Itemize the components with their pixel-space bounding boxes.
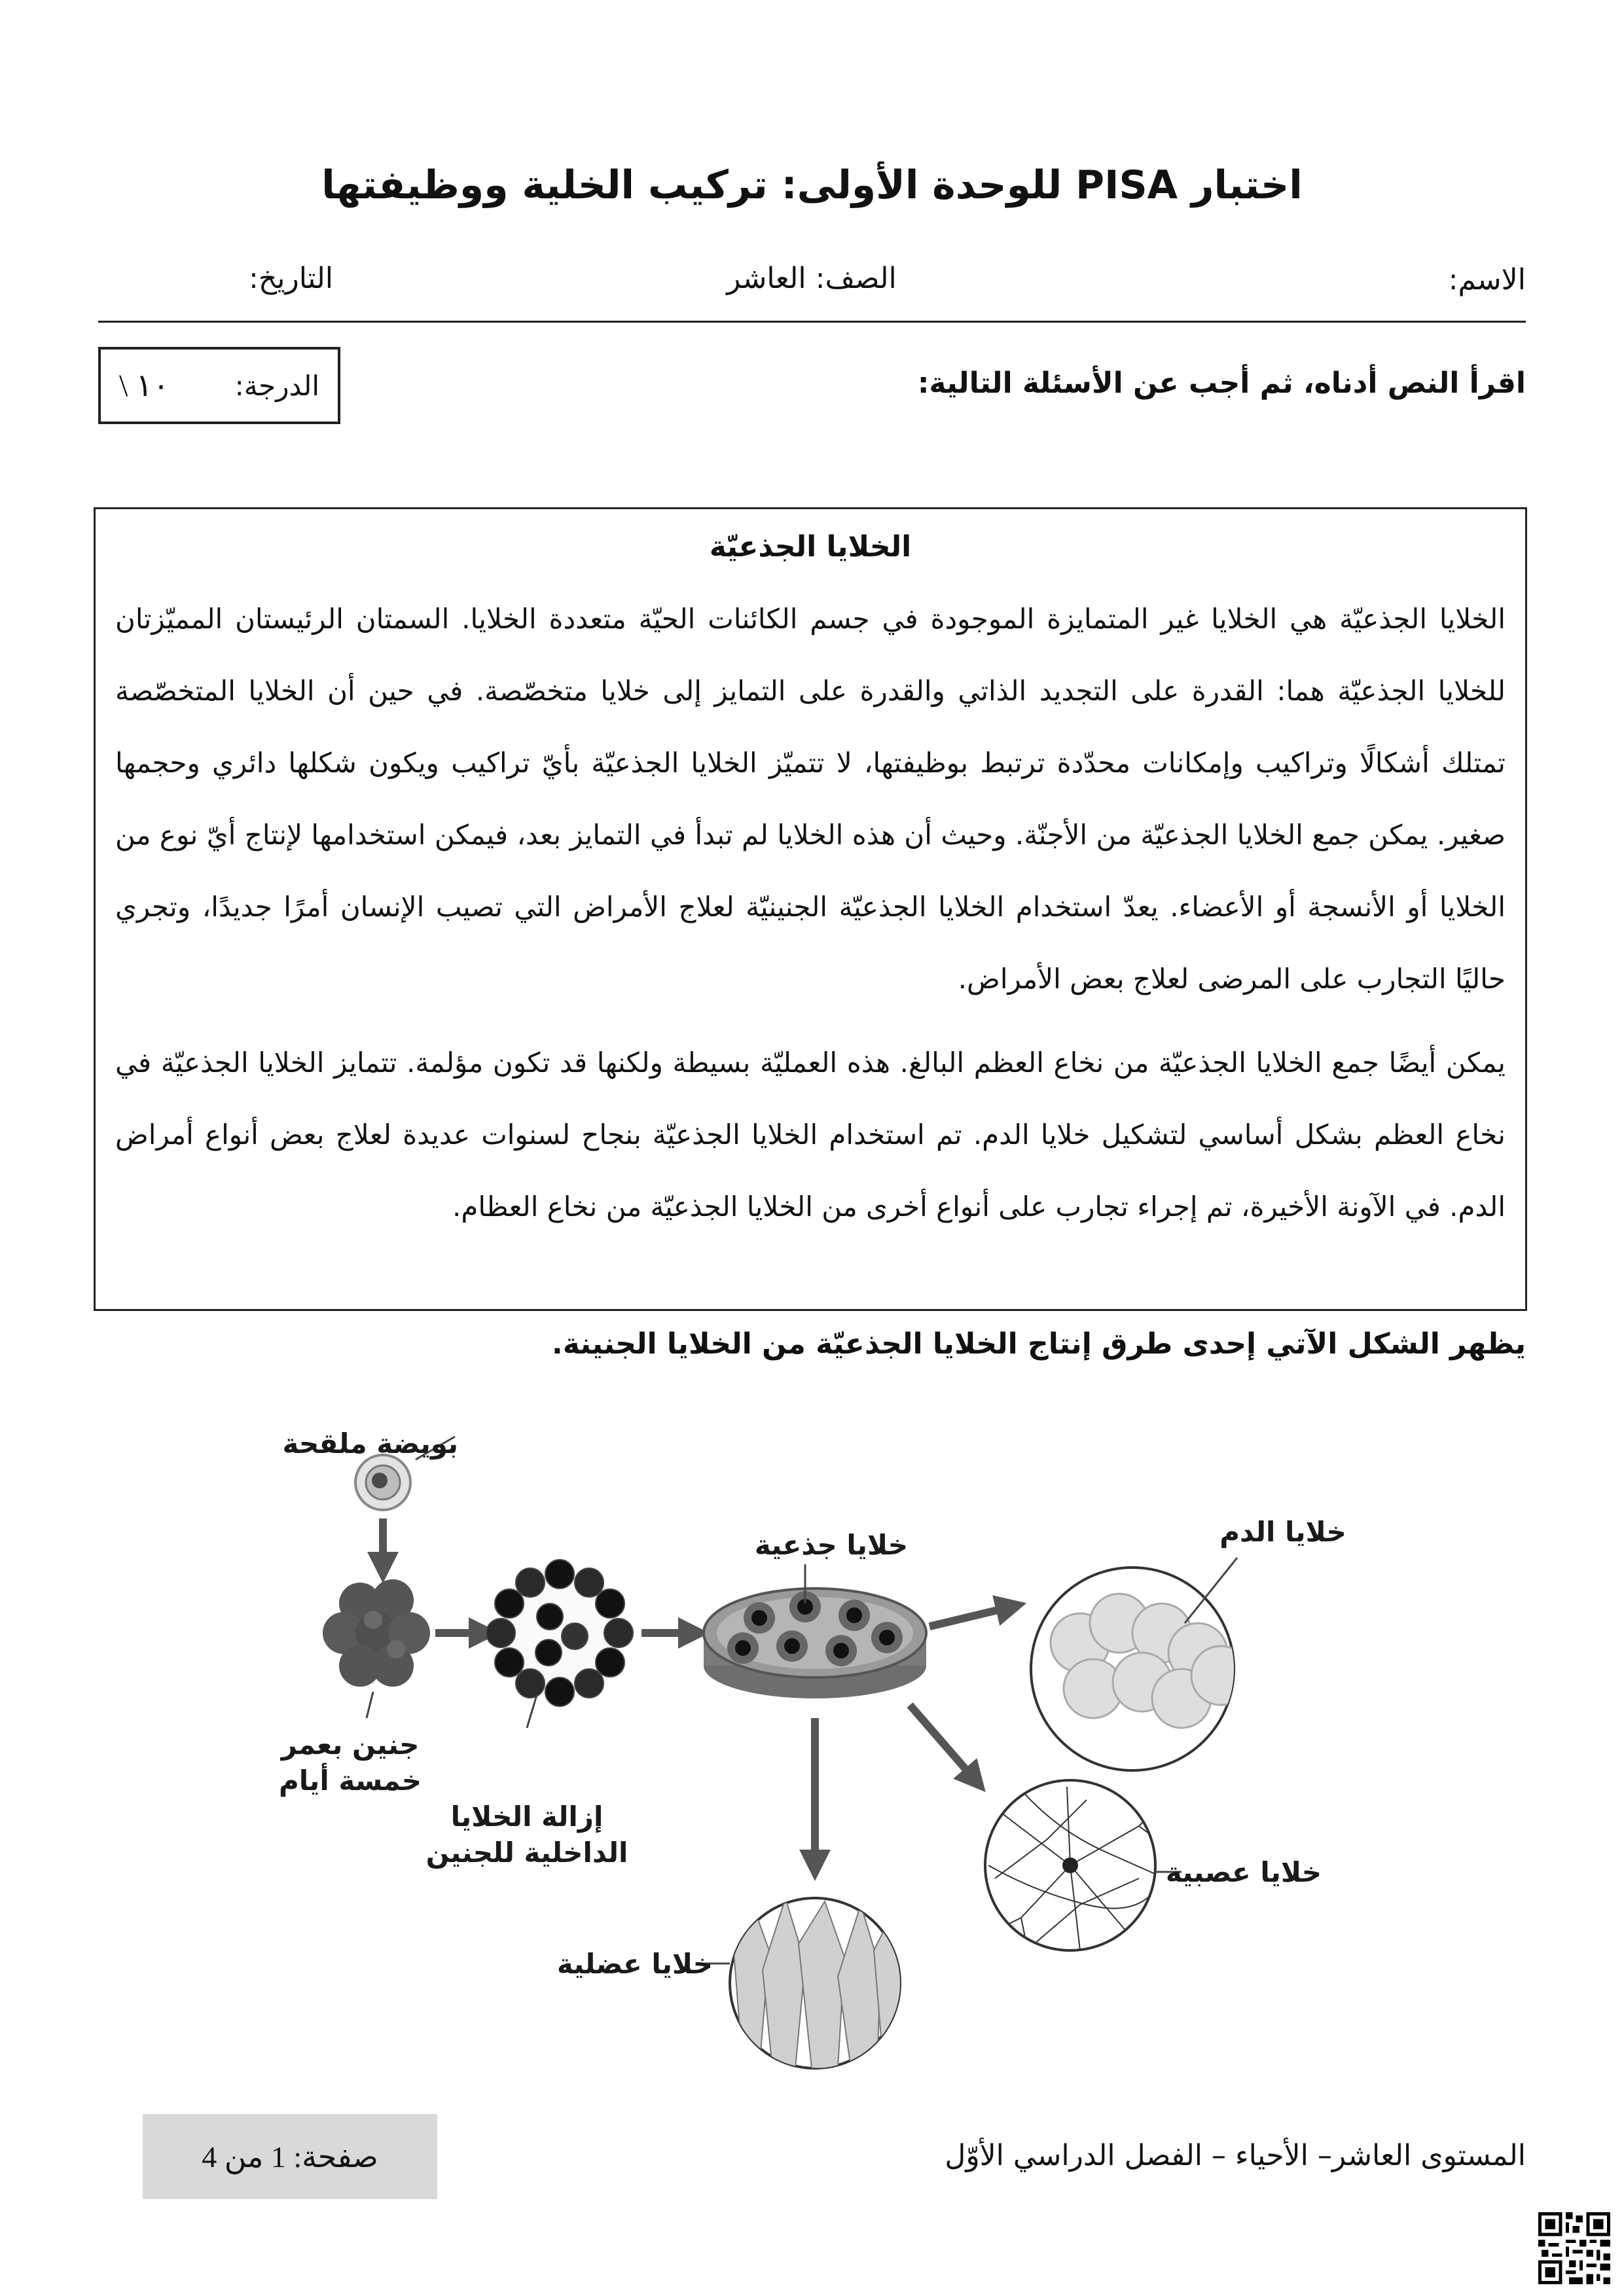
label-blood-cells: خلايا الدم [1219, 1516, 1346, 1548]
name-field-label: الاسم: [1448, 263, 1526, 296]
header-divider [98, 321, 1526, 323]
instructions-text: اقرأ النص أدناه، ثم أجب عن الأسئلة التالية: [917, 367, 1526, 400]
muscle-cells-icon [730, 1898, 910, 2068]
fertilized-egg-icon [355, 1455, 410, 1510]
class-field-label: الصف: العاشر [727, 262, 897, 295]
passage-title: الخلايا الجذعيّة [709, 530, 912, 564]
label-fertilized-egg: بويضة ملقحة [282, 1427, 458, 1460]
label-muscle-cells: خلايا عضلية [556, 1948, 713, 1980]
label-remove-line1: إزالة الخلايا [450, 1801, 604, 1833]
leader-line [367, 1692, 373, 1718]
inner-cell-mass-icon [486, 1560, 633, 1706]
label-embryo-line2: خمسة أيام [279, 1765, 422, 1797]
arrow-dish-to-nerve [910, 1705, 975, 1780]
stem-cell-diagram [262, 1407, 1375, 2101]
label-stem-cells: خلايا جذعية [754, 1529, 909, 1561]
document-title: اختبار PISA للوحدة الأولى: تركيب الخلية ووظيفتها [321, 162, 1303, 208]
label-remove-line2: الداخلية للجنين [425, 1837, 628, 1869]
leader-line [527, 1695, 537, 1728]
label-embryo-line1: جنين بعمر [281, 1729, 420, 1761]
qr-code-icon [1538, 2212, 1610, 2284]
blood-cells-icon [1031, 1568, 1250, 1770]
grade-value: ١٠ \ [119, 368, 170, 403]
grade-box [98, 347, 340, 424]
grade-label: الدرجة: [234, 369, 319, 402]
arrow-dish-to-blood [929, 1607, 1011, 1626]
figure-caption: يظهر الشكل الآتي إحدى طرق إنتاج الخلايا الجذعيّة من الخلايا الجنينة. [552, 1327, 1526, 1361]
nerve-cells-icon [982, 1774, 1165, 1957]
date-field-label: التاريخ: [249, 262, 334, 295]
passage-paragraph-2: يمكن أيضًا جمع الخلايا الجذعيّة من نخاع العظم البالغ. هذه العمليّة بسيطة ولكنها قد تكون مؤلمة. تتمايز الخلايا الجذعيّة في نخاع العظم بشكل أساسي لتشكيل خلايا الدم. تم استخدام الخلايا الجذعيّة بنجاح لسنوات عديدة لعلاج بعض أنواع أمراض الدم. في الآونة الأخيرة، تم إجراء تجارب على أنواع أخرى من الخلايا الجذعيّة من نخاع العظام. [115, 1047, 1506, 1223]
page-indicator: صفحة: 1 من 4 [143, 2114, 437, 2199]
label-nerve-cells: خلايا عصبية [1165, 1856, 1322, 1888]
passage-box [94, 507, 1527, 1311]
five-day-embryo-icon [323, 1579, 430, 1687]
culture-dish-icon [704, 1588, 926, 1698]
course-info: المستوى العاشر– الأحياء – الفصل الدراسي الأوّل [945, 2139, 1526, 2172]
passage-paragraph-1: الخلايا الجذعيّة هي الخلايا غير المتمايزة الموجودة في جسم الكائنات الحيّة متعددة الخلايا. السمتان الرئيستان المميّزتان للخلايا الجذعيّة هما: القدرة على التجديد الذاتي والقدرة على التمايز إلى خلايا متخصّصة. في حين أن الخلايا المتخصّصة تمتلك أشكالًا وتراكيب وإمكانات محدّدة ترتبط بوظيفتها، لا تتميّز الخلايا الجذعيّة بأيّ تراكيب ويكون شكلها دائري وحجمها صغير. يمكن جمع الخلايا الجذعيّة من الأجنّة. وحيث أن هذه الخلايا لم تبدأ في التمايز بعد، فيمكن استخدامها لإنتاج أيّ نوع من الخلايا أو الأنسجة أو الأعضاء. يعدّ استخدام الخلايا الجذعيّة الجنينيّة لعلاج الأمراض التي تصيب الإنسان أمرًا جديدًا، وتجري حاليًا التجارب على المرضى لعلاج بعض الأمراض. [115, 603, 1506, 995]
